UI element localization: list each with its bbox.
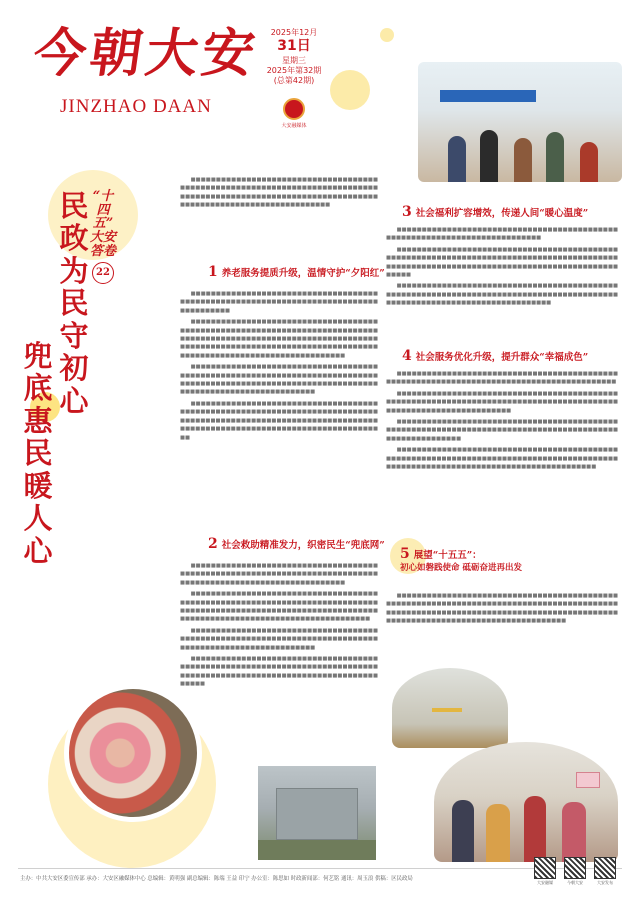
photo-person [562,802,586,862]
photo-elder-room [392,668,508,748]
building-icon [276,788,358,840]
main-title-col1: 民政为民守初心 [59,189,89,418]
photo-volunteers [64,684,202,822]
section-1-title: 养老服务提质升级，温情守护“夕阳红” [221,268,385,279]
qr-label: 今朝大安 [567,880,583,885]
text-block: ■■■■■■■■■■■■■■■■■■■■■■■■■■■■■■■■■■■■■■■■■■■■■■■■■■■■■■■■■■■■■■■■■■■■■■■■■■■■■■■■■■■■■■■■■■■■■■■■■■■■■■■■■■■■■■■■■■■■■■■■■■■■■■■■■■■■ [386,447,618,471]
handrail-icon [432,708,462,712]
footer-divider [18,868,622,869]
feature-tag [88,190,118,284]
text-block: ■■■■■■■■■■■■■■■■■■■■■■■■■■■■■■■■■■■■■■■■■■■■■■■■■■■■■■■■■■■■■■■■■■■■■■■■■■■■■■■■■■■■■■■■■■■■■■■■■■■■■■■■■■■■■■■■■■■■■■■■■■■ [386,283,618,307]
section-4-body [386,370,618,538]
text-block: ■■■■■■■■■■■■■■■■■■■■■■■■■■■■■■■■■■■■■■■■■■■■■■■■■■■■■■■■■■■■■■■■■■■■■■■■■■■■■■■■■■■■■■■■■■■■■■■■■■■■■■■ [180,627,378,651]
masthead-logo: 今朝大安 [29,23,263,84]
section-4-heading [402,350,588,364]
text-block: ■■■■■■■■■■■■■■■■■■■■■■■■■■■■■■■■■■■■■■■■■■■■■■■■■■■■■■■■■■■■■■■■■■■■■■■■■■■ [386,227,618,242]
issue-total: (总第42期) [273,75,315,85]
text-block: ■■■■■■■■■■■■■■■■■■■■■■■■■■■■■■■■■■■■■■■■■■■■■■■■■■■■■■■■■■■■■■■■■■■■■■■■■■■■■■■■■■■■■■■■■■■■■■■■■■■■■■■■■■■■■■■■■■■■■■■■■■■■■■■■■■■■■■■■■■■■■■■■■■■■■■■■■■■■ [180,400,378,441]
issue-number: 2025年第32期 [266,65,322,75]
section-2-heading [208,538,385,552]
qr-code-icon[interactable] [534,857,556,879]
issue-day: 31日 [277,38,311,54]
section-4-number: 4 [402,348,412,364]
tree-icon [258,840,376,860]
photo-person [524,796,546,862]
issue-month: 2025年12月 [270,28,318,37]
section-1-number: 1 [208,264,218,280]
text-block: ■■■■■■■■■■■■■■■■■■■■■■■■■■■■■■■■■■■■■■■■■■■■■■■■■■■■■■■■■■■■■■■■■■■■■■■■■■■■■■■■■■■■■■■■■■■■■■■■■■■■■■■■■■■■■■■■■■■■■■■■■■■■■■■■■■■■■■■■■■■■■■■■■■■■■■■■■■■■■■■■■■■■■■■■■■■■ [386,593,618,625]
deco-circle [380,28,394,42]
text-block: ■■■■■■■■■■■■■■■■■■■■■■■■■■■■■■■■■■■■■■■■■■■■■■■■■■■■■■■■■■■■■■■■■■■■■■■■■■■■■■■■■■■■■■■■■■■■■■■■■■■■■■■■■■■■■ [180,563,378,586]
masthead [0,0,640,170]
text-block: ■■■■■■■■■■■■■■■■■■■■■■■■■■■■■■■■■■■■■■■■■■■■■■■■■■■■■■■■■■■■■■■■■■■■■■■■■■■■■■■■■■■■■■■■■■■■■■■■■■■■■■■■■■■■■■■■■■■ [386,390,618,414]
photo-person [480,130,498,182]
section-2-body [180,562,378,744]
qr-label: 大安发布 [597,880,613,885]
feature-tag-number: 22 [92,262,114,284]
emblem-label: 大安融媒体 [281,123,307,129]
section-5-title: 展望“十五五”： [413,550,482,561]
text-block: ■■■■■■■■■■■■■■■■■■■■■■■■■■■■■■■■■■■■■■■■■■■■■■■■■■■■■■■■■■■■■■■■■■■■■■■■■■■■■■■■■■■■■■■■■■■■■■■■■■■■■■■■■■■■■■■■■■■■■■■■■■■■■■■■■■■■■■■■■■■■■■■■■■■■■■■■■ [180,591,378,623]
section-2-title: 社会救助精准发力，织密民生“兜底网” [221,540,385,551]
text-block: ■■■■■■■■■■■■■■■■■■■■■■■■■■■■■■■■■■■■■■■■■■■■■■■■■■■■■■■■■■■■■■■■■■■■■■■■■■■■■■■■■■■■■■■■■■■■■■■■■■■■■■■■■ [386,419,618,442]
photo-person [486,804,510,862]
section-5-heading [400,548,522,574]
section-3-title: 社会福利扩容增效，传递人间“暖心温度” [415,208,589,219]
sign-icon [576,772,600,788]
section-4-title: 社会服务优化升级，提升群众“幸福成色” [415,352,589,363]
section-5-subtitle: 初心如磐践使命 砥砺奋进再出发 [400,563,522,573]
photo-person [514,138,532,182]
main-title-col2: 兜底惠民暖人心 [23,339,53,568]
issue-info [258,28,330,94]
text-block: ■■■■■■■■■■■■■■■■■■■■■■■■■■■■■■■■■■■■■■■■■■■■■■■■■■■■■■■■■■■■■■■■■■■■■■■■■■■■■■■■■■■■■■■■■■■■■■■■■■■■■■■■■■■■■■■■■■■■■■■■■■■■■■■■■■■■■■■■■■■■■■ [180,364,378,396]
photo-banner [440,90,536,102]
section-2-number: 2 [208,536,218,552]
text-block: ■■■■■■■■■■■■■■■■■■■■■■■■■■■■■■■■■■■■■■■■■■■■■■■■■■■■■■■■■■■■■■■■■■■■■■■■■■■■■■■■■■■■■■■■■■■■■■■■■■■■■■■■■■■■■■■■■■■■■■■■■■■■■■■■■■■■■■■■■■■■■ [386,246,618,279]
emblem-icon [283,98,305,120]
feature-tag-text: “十四五” 大安答卷 [89,189,116,259]
photo-elders-group [434,742,618,862]
section-3-heading [402,206,588,220]
section-3-body [386,226,618,346]
qr-label: 大安融媒 [537,880,553,885]
footer-credits: 主办：中共大安区委宣传部 承办：大安区融媒体中心 总编辑：黄明强 副总编辑：陈端 王益 印宁 办公室：陈思如 时政新闻部：何艺铭 通讯：周玉浪 供稿：区民政局 [20,876,413,882]
qr-code-icon[interactable] [594,857,616,879]
text-block: ■■■■■■■■■■■■■■■■■■■■■■■■■■■■■■■■■■■■■■■■■■■■■■■■■■■■■■■■■■■■■■■■■■■■■■■■■■■■■■■■■■■■■■■■■■■■■■■■■■■■■■■■■■■■■■■■■■■■■■■■■■■■■■■■■■■■■■■■■■■■■■■■■■■■■■■■■■■■■■■■■■■■■■■■■■■■■■■■■■■■■■■■■■■ [180,319,378,359]
section-3-number: 3 [402,204,412,220]
masthead-logo-en: JINZHAO DAAN [60,96,212,117]
photo-person [452,800,474,862]
section-5-number: 5 [400,546,410,562]
text-block: ■■■■■■■■■■■■■■■■■■■■■■■■■■■■■■■■■■■■■■■■■■■■■■■■■■■■■■■■■■■■■■■■■■■■■■■■■■■■■■■■■■■■■■■■■■■■■■■■■■■■■■■■■■■■■■■■■■■■■■■■ [180,656,378,688]
section-5-body [386,592,618,668]
intro-text [180,176,378,262]
photo-person [580,142,598,182]
top-photo [418,62,622,182]
photo-person [448,136,466,182]
qr-code-icon[interactable] [564,857,586,879]
text-block: ■■■■■■■■■■■■■■■■■■■■■■■■■■■■■■■■■■■■■■■■■■■■■■■■■■■■■■■■■■■■■■■■■■■■■■■■■■■■■■■■■■■■■■■■■■ [386,371,618,386]
text-block: ■■■■■■■■■■■■■■■■■■■■■■■■■■■■■■■■■■■■■■■■■■■■■■■■■■■■■■■■■■■■■■■■■■■■■■■■■■■■■■■■■■■■■■ [180,291,378,314]
section-1-heading [208,266,385,280]
deco-circle [330,70,370,110]
issue-weekday: 星期三 [282,55,306,65]
photo-building [258,766,376,860]
text-block: ■■■■■■■■■■■■■■■■■■■■■■■■■■■■■■■■■■■■■■■■■■■■■■■■■■■■■■■■■■■■■■■■■■■■■■■■■■■■■■■■■■■■■■■■■■■■■■■■■■■■■■■■■■■■■■■■■■■■■■■■■■■■■■■■■■■■■■■■■■■■■■■■■ [180,177,378,209]
section-1-body [180,290,378,540]
photo-person [546,132,564,182]
